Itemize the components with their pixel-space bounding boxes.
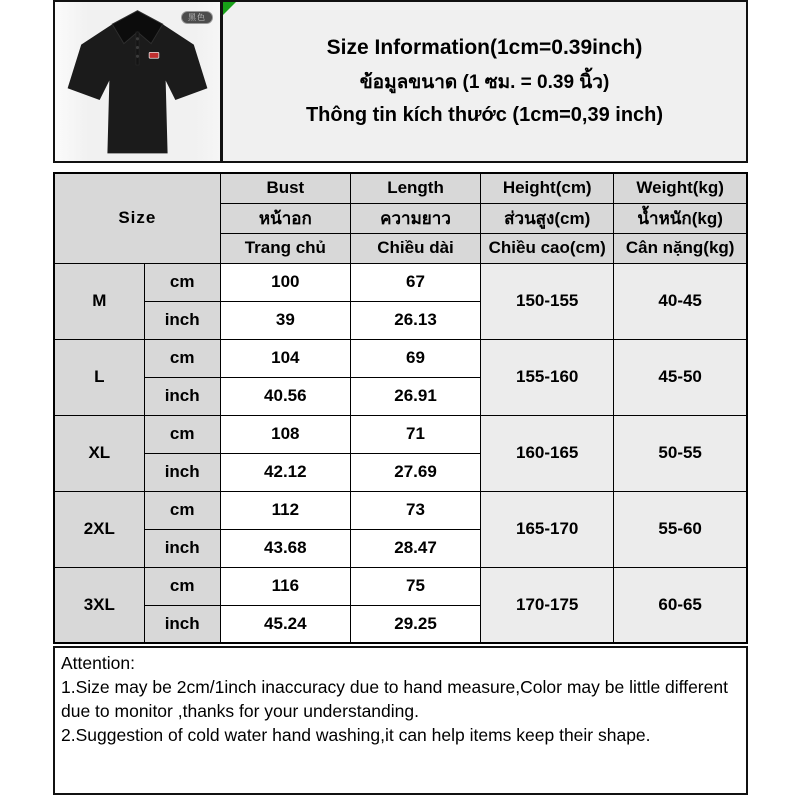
attention-note-2: 2.Suggestion of cold water hand washing,it can help items keep their shape. (61, 725, 651, 745)
height-value: 160-165 (481, 415, 614, 491)
length-inch-value: 26.91 (350, 377, 480, 415)
unit-label-cm: cm (144, 567, 220, 605)
length-cm-value: 67 (350, 263, 480, 301)
polo-button (136, 55, 139, 58)
unit-label-inch: inch (144, 453, 220, 491)
col-header-length-vi: Chiều dài (350, 233, 480, 263)
weight-value: 50-55 (614, 415, 747, 491)
title-english: Size Information(1cm=0.39inch) (326, 36, 643, 59)
size-label: L (54, 339, 144, 415)
attention-box (53, 646, 748, 795)
length-cm-value: 71 (350, 415, 480, 453)
unit-label-inch: inch (144, 301, 220, 339)
unit-label-cm: cm (144, 415, 220, 453)
size-label: 2XL (54, 491, 144, 567)
weight-value: 40-45 (614, 263, 747, 339)
bust-cm-value: 108 (220, 415, 350, 453)
color-badge: 黑色 (181, 11, 213, 24)
unit-label-inch: inch (144, 529, 220, 567)
col-header-weight-th: น้ำหนัก(kg) (614, 203, 747, 233)
attention-heading: Attention: (61, 653, 135, 673)
size-table-wrap (53, 172, 748, 644)
bust-inch-value: 43.68 (220, 529, 350, 567)
col-header-bust-th: หน้าอก (220, 203, 350, 233)
height-value: 155-160 (481, 339, 614, 415)
length-inch-value: 28.47 (350, 529, 480, 567)
attention-note-1: 1.Size may be 2cm/1inch inaccuracy due to hand measure,Color may be little different due to monitor ,thanks for your understanding. (61, 677, 728, 721)
length-cm-value: 75 (350, 567, 480, 605)
size-column-header: Size (54, 173, 220, 263)
bust-inch-value: 39 (220, 301, 350, 339)
col-header-bust-vi: Trang chủ (220, 233, 350, 263)
polo-button (136, 46, 139, 49)
col-header-length-th: ความยาว (350, 203, 480, 233)
unit-label-cm: cm (144, 339, 220, 377)
top-section (53, 0, 748, 163)
col-header-height-vi: Chiều cao(cm) (481, 233, 614, 263)
title-vietnamese: Thông tin kích thước (1cm=0,39 inch) (305, 104, 664, 126)
col-header-height-en: Height(cm) (481, 173, 614, 203)
col-header-length-en: Length (350, 173, 480, 203)
polo-button (136, 37, 139, 40)
title-thai: ข้อมูลขนาด (1 ซม. = 0.39 นิ้ว) (359, 72, 610, 93)
polo-shirt-image (55, 2, 220, 161)
weight-value: 55-60 (614, 491, 747, 567)
col-header-weight-en: Weight(kg) (614, 173, 747, 203)
unit-label-inch: inch (144, 377, 220, 415)
bust-cm-value: 112 (220, 491, 350, 529)
weight-value: 45-50 (614, 339, 747, 415)
unit-label-cm: cm (144, 491, 220, 529)
bust-cm-value: 116 (220, 567, 350, 605)
unit-label-inch: inch (144, 605, 220, 643)
size-label: 3XL (54, 567, 144, 643)
bust-inch-value: 45.24 (220, 605, 350, 643)
height-value: 165-170 (481, 491, 614, 567)
weight-value: 60-65 (614, 567, 747, 643)
size-table (53, 172, 748, 644)
corner-flag-icon (223, 2, 236, 15)
length-inch-value: 27.69 (350, 453, 480, 491)
length-inch-value: 29.25 (350, 605, 480, 643)
length-inch-value: 26.13 (350, 301, 480, 339)
height-value: 150-155 (481, 263, 614, 339)
size-label: XL (54, 415, 144, 491)
product-photo (53, 0, 222, 163)
col-header-height-th: ส่วนสูง(cm) (481, 203, 614, 233)
col-header-bust-en: Bust (220, 173, 350, 203)
bust-cm-value: 100 (220, 263, 350, 301)
bust-inch-value: 42.12 (220, 453, 350, 491)
unit-label-cm: cm (144, 263, 220, 301)
title-panel (222, 0, 748, 163)
length-cm-value: 73 (350, 491, 480, 529)
col-header-weight-vi: Cân nặng(kg) (614, 233, 747, 263)
height-value: 170-175 (481, 567, 614, 643)
bust-inch-value: 40.56 (220, 377, 350, 415)
size-label: M (54, 263, 144, 339)
length-cm-value: 69 (350, 339, 480, 377)
chest-logo (149, 52, 159, 58)
bust-cm-value: 104 (220, 339, 350, 377)
